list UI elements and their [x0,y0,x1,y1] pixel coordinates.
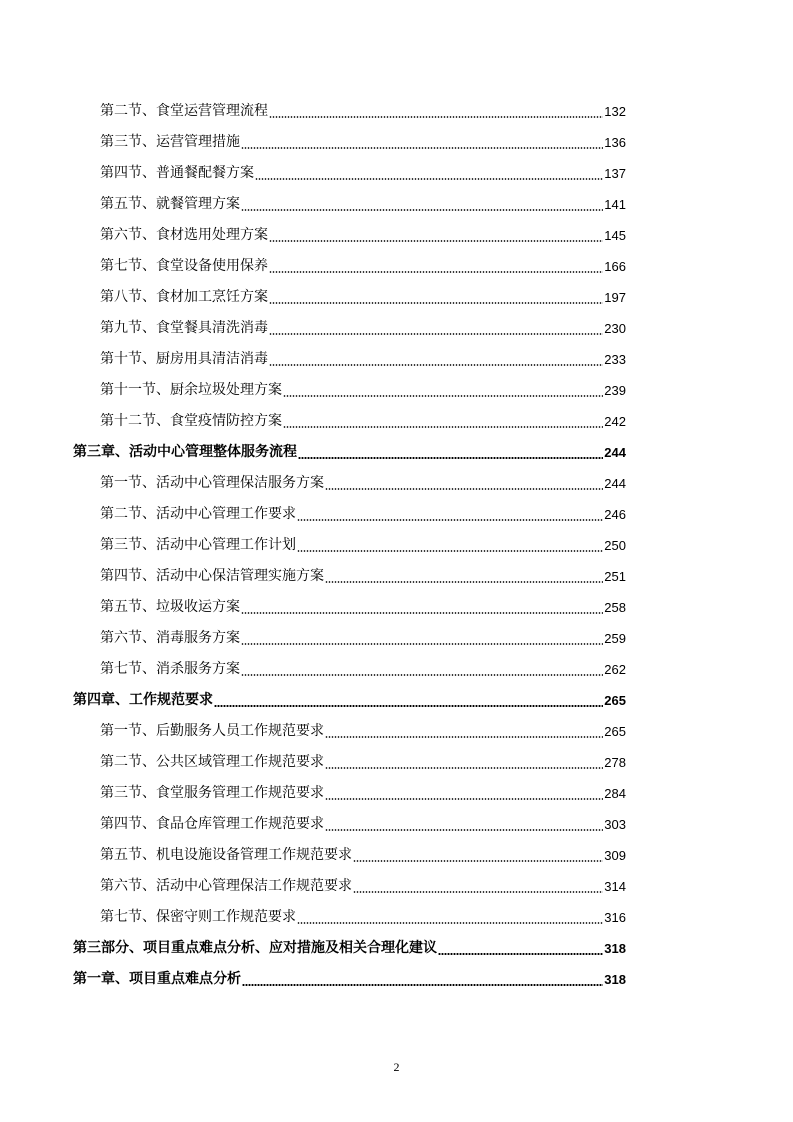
toc-dot-leader [353,860,603,862]
toc-dot-leader [241,643,603,645]
toc-entry-page: 239 [604,383,626,398]
toc-dot-leader [269,302,603,304]
toc-dot-leader [214,705,603,707]
toc-entry-title: 第四节、食品仓库管理工作规范要求 [100,816,324,832]
toc-entry-title: 第六节、消毒服务方案 [100,630,240,646]
toc-entry-page: 136 [604,135,626,150]
toc-entry-title: 第十一节、厨余垃圾处理方案 [100,382,282,398]
toc-section-entry[interactable] [73,902,626,933]
toc-entry-title: 第四节、普通餐配餐方案 [100,165,254,181]
toc-section-entry[interactable] [73,809,626,840]
toc-entry-page: 318 [604,941,626,956]
toc-entry-page: 242 [604,414,626,429]
toc-section-entry[interactable] [73,344,626,375]
toc-entry-page: 278 [604,755,626,770]
toc-entry-title: 第三章、活动中心管理整体服务流程 [73,444,297,460]
toc-entry-page: 251 [604,569,626,584]
toc-dot-leader [269,364,603,366]
toc-entry-page: 258 [604,600,626,615]
toc-entry-page: 314 [604,879,626,894]
toc-entry-page: 145 [604,228,626,243]
toc-dot-leader [283,395,603,397]
toc-entry-page: 166 [604,259,626,274]
toc-section-entry[interactable] [73,840,626,871]
toc-dot-leader [438,953,603,955]
toc-entry-page: 246 [604,507,626,522]
toc-chapter-entry[interactable] [73,685,626,716]
toc-dot-leader [241,674,603,676]
toc-dot-leader [297,550,603,552]
toc-section-entry[interactable] [73,251,626,282]
toc-entry-title: 第三部分、项目重点难点分析、应对措施及相关合理化建议 [73,940,437,956]
toc-entry-title: 第三节、运营管理措施 [100,134,240,150]
toc-entry-title: 第一节、后勤服务人员工作规范要求 [100,723,324,739]
toc-entry-page: 137 [604,166,626,181]
toc-section-entry[interactable] [73,561,626,592]
toc-dot-leader [297,922,603,924]
toc-chapter-entry[interactable] [73,933,626,964]
toc-dot-leader [325,829,603,831]
toc-dot-leader [325,736,603,738]
toc-dot-leader [325,581,603,583]
toc-section-entry[interactable] [73,96,626,127]
toc-chapter-entry[interactable] [73,964,626,995]
toc-entry-title: 第七节、食堂设备使用保养 [100,258,268,274]
toc-section-entry[interactable] [73,282,626,313]
toc-entry-title: 第八节、食材加工烹饪方案 [100,289,268,305]
toc-entry-title: 第二节、食堂运营管理流程 [100,103,268,119]
toc-dot-leader [325,798,603,800]
toc-entry-page: 284 [604,786,626,801]
toc-entry-page: 303 [604,817,626,832]
toc-dot-leader [353,891,603,893]
toc-entry-title: 第一节、活动中心管理保洁服务方案 [100,475,324,491]
toc-entry-page: 132 [604,104,626,119]
toc-entry-page: 244 [604,445,626,460]
toc-entry-title: 第六节、活动中心管理保洁工作规范要求 [100,878,352,894]
toc-dot-leader [325,767,603,769]
toc-entry-title: 第七节、消杀服务方案 [100,661,240,677]
toc-entry-page: 318 [604,972,626,987]
toc-entry-title: 第二节、活动中心管理工作要求 [100,506,296,522]
toc-dot-leader [241,209,603,211]
toc-dot-leader [269,116,603,118]
toc-entry-page: 197 [604,290,626,305]
toc-dot-leader [283,426,603,428]
toc-entry-page: 316 [604,910,626,925]
toc-entry-title: 第二节、公共区域管理工作规范要求 [100,754,324,770]
toc-dot-leader [298,457,603,459]
toc-entry-title: 第三节、食堂服务管理工作规范要求 [100,785,324,801]
toc-entry-title: 第九节、食堂餐具清洗消毒 [100,320,268,336]
toc-entry-title: 第一章、项目重点难点分析 [73,971,241,987]
toc-entry-page: 141 [604,197,626,212]
toc-entry-page: 265 [604,724,626,739]
toc-entry-page: 262 [604,662,626,677]
toc-entry-title: 第六节、食材选用处理方案 [100,227,268,243]
toc-entry-page: 265 [604,693,626,708]
toc-entry-title: 第十二节、食堂疫情防控方案 [100,413,282,429]
toc-entry-title: 第七节、保密守则工作规范要求 [100,909,296,925]
toc-entry-title: 第五节、垃圾收运方案 [100,599,240,615]
toc-section-entry[interactable] [73,778,626,809]
toc-section-entry[interactable] [73,189,626,220]
toc-chapter-entry[interactable] [73,437,626,468]
toc-section-entry[interactable] [73,747,626,778]
toc-section-entry[interactable] [73,654,626,685]
toc-entry-title: 第五节、机电设施设备管理工作规范要求 [100,847,352,863]
toc-section-entry[interactable] [73,592,626,623]
toc-section-entry[interactable] [73,623,626,654]
table-of-contents [73,96,626,995]
toc-section-entry[interactable] [73,499,626,530]
toc-section-entry[interactable] [73,716,626,747]
toc-section-entry[interactable] [73,530,626,561]
toc-dot-leader [242,984,603,986]
toc-entry-page: 230 [604,321,626,336]
toc-section-entry[interactable] [73,313,626,344]
toc-section-entry[interactable] [73,468,626,499]
toc-dot-leader [241,147,603,149]
toc-entry-title: 第四章、工作规范要求 [73,692,213,708]
toc-entry-title: 第五节、就餐管理方案 [100,196,240,212]
toc-section-entry[interactable] [73,375,626,406]
page-number: 2 [393,1060,400,1074]
toc-entry-page: 250 [604,538,626,553]
toc-section-entry[interactable] [73,127,626,158]
toc-section-entry[interactable] [73,220,626,251]
toc-dot-leader [269,271,603,273]
toc-dot-leader [297,519,603,521]
toc-section-entry[interactable] [73,871,626,902]
toc-section-entry[interactable] [73,158,626,189]
toc-entry-page: 309 [604,848,626,863]
toc-dot-leader [269,333,603,335]
toc-entry-page: 259 [604,631,626,646]
toc-entry-title: 第三节、活动中心管理工作计划 [100,537,296,553]
toc-entry-title: 第四节、活动中心保洁管理实施方案 [100,568,324,584]
toc-dot-leader [241,612,603,614]
toc-dot-leader [325,488,603,490]
toc-dot-leader [269,240,603,242]
toc-section-entry[interactable] [73,406,626,437]
toc-entry-page: 233 [604,352,626,367]
toc-entry-page: 244 [604,476,626,491]
toc-entry-title: 第十节、厨房用具清洁消毒 [100,351,268,367]
toc-dot-leader [255,178,603,180]
